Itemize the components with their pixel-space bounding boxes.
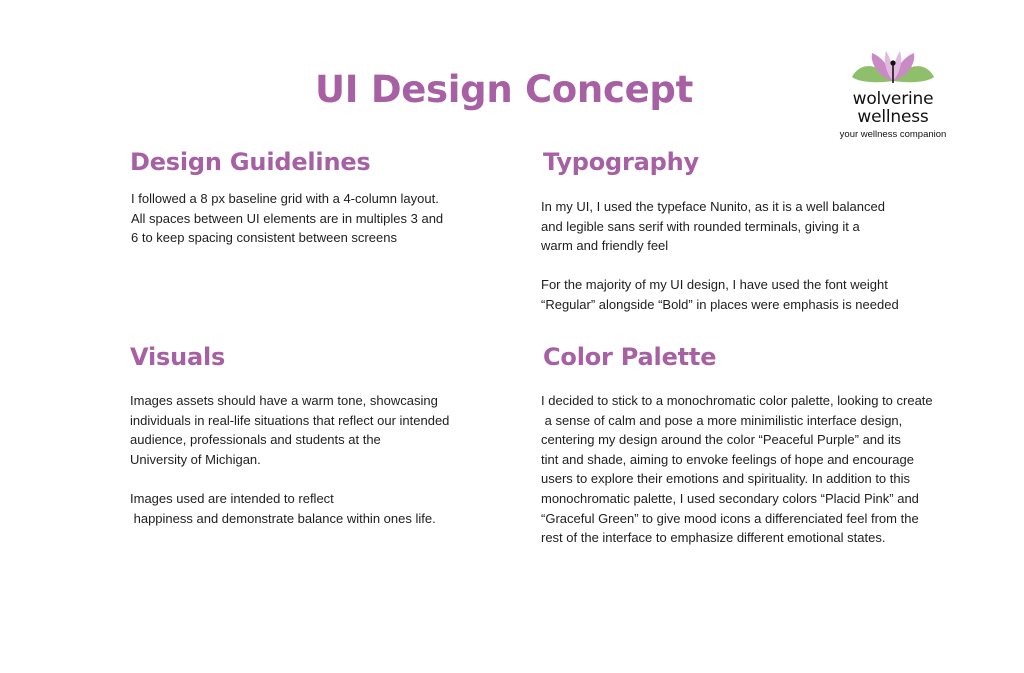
text-line: Images used are intended to reflect [130, 490, 334, 506]
text-line: individuals in real-life situations that reflect our intended [130, 412, 450, 428]
text-line: “Graceful Green” to give mood icons a differenciated feel from the [541, 510, 919, 526]
section-heading: Color Palette [543, 343, 717, 371]
text-line: rest of the interface to emphasize different emotional states. [541, 530, 886, 546]
logo-tagline: your wellness companion [839, 129, 947, 140]
text-line: In my UI, I used the typeface Nunito, as it is a well balanced [541, 199, 885, 214]
text-line: I decided to stick to a monochromatic color palette, looking to create [541, 393, 933, 408]
text-line: “Regular” alongside “Bold” in places were emphasis is needed [541, 296, 899, 312]
text-line: University of Michigan. [130, 451, 261, 467]
text-line: tint and shade, aiming to envoke feelings of hope and encourage [541, 451, 914, 467]
text-line: I followed a 8 px baseline grid with a 4-column layout. [131, 191, 439, 206]
text-line: monochromatic palette, I used secondary colors “Placid Pink” and [541, 490, 919, 506]
lotus-flower-icon [850, 47, 936, 87]
text-line: happiness and demonstrate balance within ones life. [130, 510, 436, 526]
text-line: users to explore their emotions and spirituality. In addition to this [541, 471, 911, 487]
text-line: a sense of calm and pose a more minimilistic interface design, [541, 412, 903, 428]
page-title: UI Design Concept [315, 68, 693, 111]
brand-logo [828, 47, 958, 147]
section-design-guidelines [130, 148, 371, 176]
text-line: centering my design around the color “Peaceful Purple” and its [541, 432, 901, 448]
blank-line [130, 469, 449, 489]
section-heading: Design Guidelines [130, 148, 371, 176]
design-guidelines-text [131, 189, 443, 248]
text-line: and legible sans serif with rounded terminals, giving it a [541, 218, 860, 234]
text-line: For the majority of my UI design, I have used the font weight [541, 277, 888, 293]
typography-text [541, 197, 899, 315]
color-palette-text [541, 391, 933, 548]
logo-wordmark-line2: wellness [857, 107, 929, 127]
section-heading: Visuals [130, 343, 226, 371]
section-visuals [130, 343, 225, 371]
section-typography [543, 148, 699, 176]
text-line: All spaces between UI elements are in multiples 3 and [131, 210, 444, 226]
text-line: Images assets should have a warm tone, showcasing [130, 393, 438, 408]
section-color-palette [543, 343, 716, 371]
blank-line [541, 256, 899, 276]
text-line: 6 to keep spacing consistent between screens [131, 230, 397, 246]
logo-wordmark-line1: wolverine [852, 89, 934, 109]
visuals-text [130, 391, 449, 528]
section-heading: Typography [543, 148, 699, 176]
text-line: audience, professionals and students at the [130, 432, 381, 448]
text-line: warm and friendly feel [541, 238, 669, 254]
